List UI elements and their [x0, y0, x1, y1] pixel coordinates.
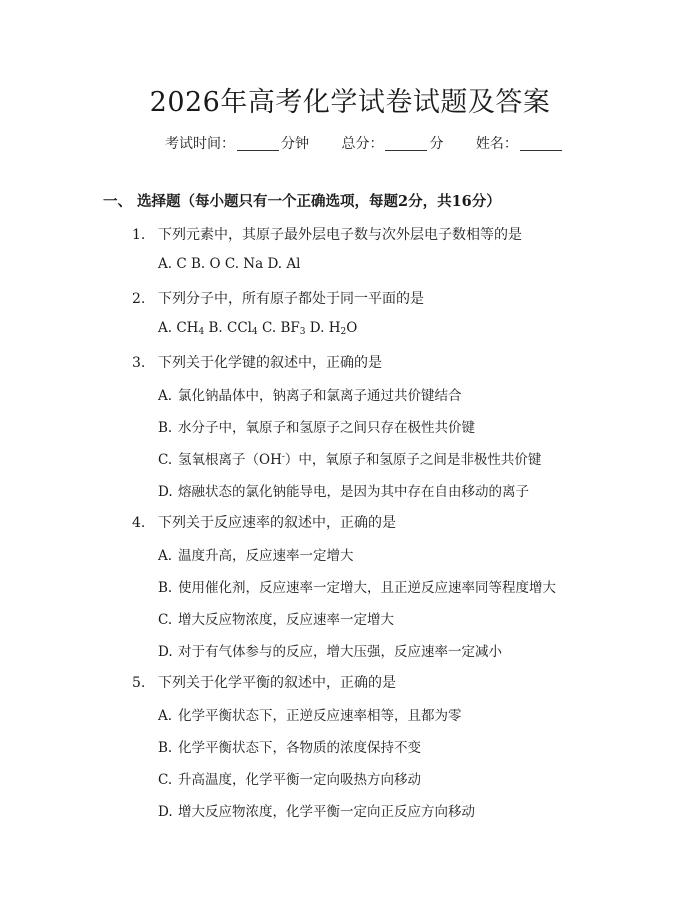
question-number: 1.: [132, 227, 146, 243]
question-number: 3.: [132, 355, 146, 371]
exam-title: 2026年高考化学试卷试题及答案: [149, 87, 551, 118]
question-stem: 下列分子中，所有原子都处于同一平面的是: [158, 291, 424, 307]
option-c: C. $BF_3$: [262, 320, 306, 337]
option-a: A. 氯化钠晶体中，钠离子和氯离子通过共价键结合: [158, 388, 462, 404]
section-title: 选择题（每小题只有一个正确选项，每题2分，共16分）: [137, 193, 501, 210]
student-name-blank: [520, 137, 562, 151]
option-d: D. 对于有气体参与的反应，增大压强，反应速率一定减小: [158, 644, 502, 660]
question-2: [132, 288, 424, 308]
option-d: D. $H_2O$: [309, 320, 358, 337]
total-score-unit: 分: [429, 136, 444, 152]
question-1-options: [158, 256, 300, 272]
option-b: B. 化学平衡状态下，各物质的浓度保持不变: [158, 740, 421, 756]
option-d: D. 增大反应物浓度，化学平衡一定向正反应方向移动: [158, 804, 475, 820]
option-a: A. C: [158, 256, 187, 272]
option-b: B. CCl$_4$: [208, 320, 258, 337]
total-score-blank: [385, 137, 427, 151]
question-stem: 下列关于化学平衡的叙述中，正确的是: [158, 675, 396, 691]
question-number: 4.: [132, 515, 146, 531]
option-b: B. O: [190, 256, 221, 272]
student-name-field: [476, 133, 564, 153]
exam-time-unit: 分钟: [281, 136, 309, 152]
question-4: [132, 512, 396, 532]
question-stem: 下列关于反应速率的叙述中，正确的是: [158, 515, 396, 531]
exam-time-field: [165, 133, 309, 153]
option-d: D. 熔融状态的氯化钠能导电，是因为其中存在自由移动的离子: [158, 484, 529, 500]
question-3: [132, 352, 382, 372]
option-b: B. 水分子中，氧原子和氢原子之间只存在极性共价键: [158, 420, 475, 436]
exam-time-blank: [237, 137, 279, 151]
question-number: 2.: [132, 291, 146, 307]
question-number: 5.: [132, 675, 146, 691]
exam-info-line: [165, 133, 564, 153]
exam-time-label: 考试时间：: [165, 136, 235, 152]
total-score-label: 总分：: [341, 136, 384, 152]
option-a: A. $CH_4$: [158, 320, 205, 337]
option-c: C. Na: [224, 256, 264, 272]
student-name-label: 姓名：: [475, 136, 518, 152]
total-score-field: [341, 133, 443, 153]
option-c: C. 氢氧根离子（OH-）中，氧原子和氢原子之间是非极性共价键: [158, 452, 542, 468]
question-2-options: [158, 320, 357, 337]
option-c: C. 升高温度，化学平衡一定向吸热方向移动: [158, 772, 421, 788]
section-number: 一、: [103, 193, 132, 210]
question-stem: 下列元素中，其原子最外层电子数与次外层电子数相等的是: [158, 227, 522, 243]
option-d: D. Al: [267, 256, 301, 272]
option-a: A. 化学平衡状态下，正逆反应速率相等，且都为零: [158, 708, 462, 724]
option-b: B. 使用催化剂，反应速率一定增大，且正逆反应速率同等程度增大: [158, 580, 556, 596]
option-c: C. 增大反应物浓度，反应速率一定增大: [158, 612, 394, 628]
option-a: A. 温度升高，反应速率一定增大: [158, 548, 354, 564]
question-stem: 下列关于化学键的叙述中，正确的是: [158, 355, 382, 371]
question-5: [132, 672, 396, 692]
section-heading: [103, 190, 501, 211]
question-1: [132, 224, 522, 244]
